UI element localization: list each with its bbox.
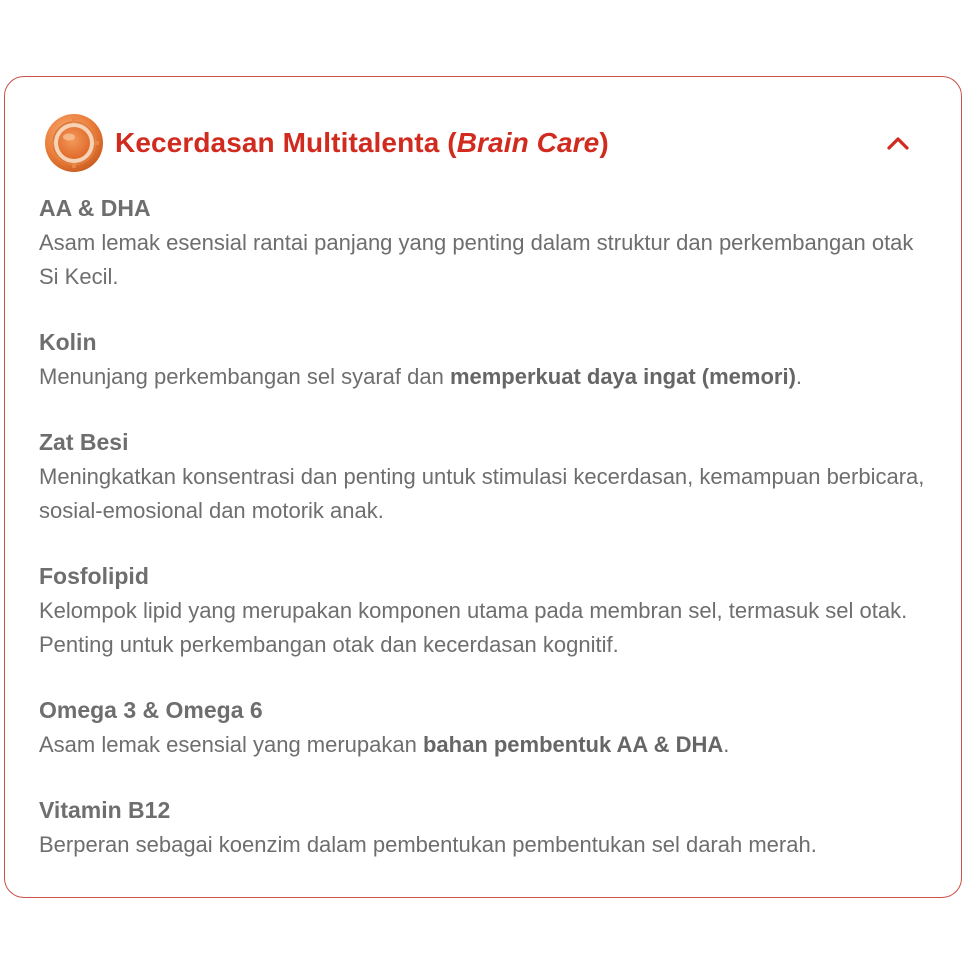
brain-care-accordion — [4, 76, 962, 898]
nutrient-item — [39, 327, 931, 394]
nutrient-list — [39, 193, 931, 895]
nutrient-title: AA & DHA — [39, 195, 151, 221]
accordion-header[interactable] — [43, 113, 921, 173]
nutrient-item — [39, 795, 931, 862]
nutrient-description: Meningkatkan konsentrasi dan penting untuk stimulasi kecerdasan, kemampuan berbicara, sosial-emosional dan motorik anak. — [39, 464, 925, 523]
nutrient-description: Asam lemak esensial rantai panjang yang penting dalam struktur dan perkembangan otak Si Kecil. — [39, 230, 914, 289]
nutrient-description: Menunjang perkembangan sel syaraf dan memperkuat daya ingat (memori). — [39, 364, 803, 389]
chevron-up-icon[interactable] — [885, 131, 911, 157]
nutrient-description: Berperan sebagai koenzim dalam pembentukan pembentukan sel darah merah. — [39, 832, 817, 857]
nutrient-title: Vitamin B12 — [39, 797, 171, 823]
nutrient-description: Asam lemak esensial yang merupakan bahan pembentuk AA & DHA. — [39, 732, 730, 757]
nutrient-item — [39, 427, 931, 528]
nutrient-title: Kolin — [39, 329, 97, 355]
brain-care-badge-icon — [43, 112, 105, 174]
nutrient-item — [39, 695, 931, 762]
nutrient-item — [39, 193, 931, 294]
nutrient-title: Fosfolipid — [39, 563, 149, 589]
nutrient-item — [39, 561, 931, 662]
section-title: Kecerdasan Multitalenta (Brain Care) — [115, 127, 609, 158]
nutrient-title: Omega 3 & Omega 6 — [39, 697, 263, 723]
nutrient-description: Kelompok lipid yang merupakan komponen utama pada membran sel, termasuk sel otak. Penting untuk perkembangan otak dan kecerdasan kognitif. — [39, 598, 908, 657]
nutrient-title: Zat Besi — [39, 429, 129, 455]
